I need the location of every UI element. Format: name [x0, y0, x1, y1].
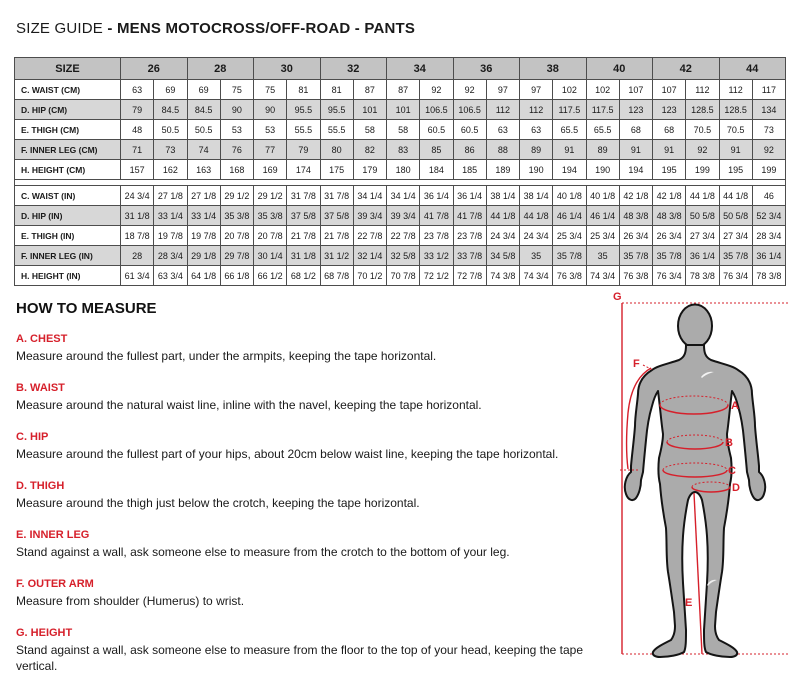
- diagram-label-f: F: [633, 358, 640, 370]
- value-cell: 34 1/4: [353, 186, 386, 206]
- page-title-bold: - MENS MOTOCROSS/OFF-ROAD - PANTS: [107, 20, 416, 37]
- table-row: [15, 80, 786, 100]
- value-cell: 40 1/8: [586, 186, 619, 206]
- measure-item-text: Measure around the fullest part of your hips, about 20cm below waist line, keeping the tape horizontal.: [16, 447, 559, 461]
- value-cell: 92: [453, 80, 486, 100]
- value-cell: 20 7/8: [254, 226, 287, 246]
- value-cell: 29 1/2: [254, 186, 287, 206]
- value-cell: 27 3/4: [686, 226, 719, 246]
- value-cell: 48 3/8: [653, 206, 686, 226]
- value-cell: 50.5: [154, 120, 187, 140]
- value-cell: 123: [619, 100, 652, 120]
- value-cell: 27 3/4: [719, 226, 752, 246]
- value-cell: 31 1/8: [287, 246, 320, 266]
- value-cell: 34 5/8: [486, 246, 519, 266]
- table-row: [15, 246, 786, 266]
- value-cell: 91: [553, 140, 586, 160]
- value-cell: 101: [387, 100, 420, 120]
- value-cell: 70.5: [686, 120, 719, 140]
- row-label: D. HIP (CM): [15, 100, 121, 120]
- size-column-header: 38: [520, 58, 587, 80]
- measure-item-label: G. HEIGHT: [16, 627, 73, 639]
- value-cell: 44 1/8: [520, 206, 553, 226]
- value-cell: 184: [420, 160, 453, 180]
- value-cell: 162: [154, 160, 187, 180]
- value-cell: 36 1/4: [453, 186, 486, 206]
- figure-silhouette: [625, 305, 765, 658]
- value-cell: 91: [653, 140, 686, 160]
- value-cell: 28 3/4: [154, 246, 187, 266]
- value-cell: 24 3/4: [121, 186, 154, 206]
- row-label: F. INNER LEG (IN): [15, 246, 121, 266]
- value-cell: 18 7/8: [121, 226, 154, 246]
- value-cell: 70 7/8: [387, 266, 420, 286]
- measure-item: [16, 333, 601, 364]
- value-cell: 72 7/8: [453, 266, 486, 286]
- measure-item-text: Stand against a wall, ask someone else to measure from the crotch to the bottom of your leg.: [16, 545, 510, 559]
- value-cell: 70 1/2: [353, 266, 386, 286]
- value-cell: 66 1/8: [220, 266, 253, 286]
- figure-head: [678, 305, 712, 348]
- value-cell: 33 1/4: [187, 206, 220, 226]
- value-cell: 63: [486, 120, 519, 140]
- value-cell: 65.5: [553, 120, 586, 140]
- value-cell: 168: [220, 160, 253, 180]
- value-cell: 42 1/8: [619, 186, 652, 206]
- value-cell: 169: [254, 160, 287, 180]
- value-cell: 80: [320, 140, 353, 160]
- value-cell: 23 7/8: [453, 226, 486, 246]
- value-cell: 91: [719, 140, 752, 160]
- value-cell: 74 3/4: [586, 266, 619, 286]
- value-cell: 76 3/8: [553, 266, 586, 286]
- value-cell: 117.5: [553, 100, 586, 120]
- value-cell: 87: [387, 80, 420, 100]
- value-cell: 33 1/4: [154, 206, 187, 226]
- value-cell: 74 3/4: [520, 266, 553, 286]
- value-cell: 95.5: [320, 100, 353, 120]
- value-cell: 78 3/8: [752, 266, 785, 286]
- value-cell: 84.5: [154, 100, 187, 120]
- value-cell: 179: [353, 160, 386, 180]
- measure-item: [16, 529, 601, 560]
- measure-item: [16, 431, 601, 462]
- value-cell: 22 7/8: [353, 226, 386, 246]
- size-column-header: 32: [320, 58, 387, 80]
- value-cell: 68 7/8: [320, 266, 353, 286]
- value-cell: 35 7/8: [553, 246, 586, 266]
- value-cell: 190: [520, 160, 553, 180]
- value-cell: 112: [686, 80, 719, 100]
- value-cell: 60.5: [420, 120, 453, 140]
- size-column-header: 40: [586, 58, 653, 80]
- value-cell: 38 1/4: [486, 186, 519, 206]
- value-cell: 20 7/8: [220, 226, 253, 246]
- value-cell: 174: [287, 160, 320, 180]
- value-cell: 101: [353, 100, 386, 120]
- value-cell: 46: [752, 186, 785, 206]
- value-cell: 37 5/8: [320, 206, 353, 226]
- value-cell: 91: [619, 140, 652, 160]
- value-cell: 123: [653, 100, 686, 120]
- value-cell: 42 1/8: [653, 186, 686, 206]
- value-cell: 25 3/4: [553, 226, 586, 246]
- value-cell: 35: [586, 246, 619, 266]
- value-cell: 90: [220, 100, 253, 120]
- table-row: [15, 186, 786, 206]
- size-column-header: 26: [121, 58, 188, 80]
- size-column-header: 30: [254, 58, 321, 80]
- measure-item-label: F. OUTER ARM: [16, 578, 94, 590]
- value-cell: 27 1/8: [187, 186, 220, 206]
- value-cell: 79: [287, 140, 320, 160]
- value-cell: 106.5: [453, 100, 486, 120]
- value-cell: 26 3/4: [653, 226, 686, 246]
- page-title-regular: SIZE GUIDE: [16, 20, 104, 37]
- value-cell: 44 1/8: [686, 186, 719, 206]
- value-cell: 44 1/8: [719, 186, 752, 206]
- value-cell: 35 7/8: [619, 246, 652, 266]
- value-cell: 63: [520, 120, 553, 140]
- table-row: [15, 266, 786, 286]
- value-cell: 36 1/4: [420, 186, 453, 206]
- value-cell: 106.5: [420, 100, 453, 120]
- value-cell: 46 1/4: [586, 206, 619, 226]
- size-column-header: 44: [719, 58, 786, 80]
- value-cell: 19 7/8: [154, 226, 187, 246]
- inner-leg-line-e: [694, 493, 702, 654]
- value-cell: 175: [320, 160, 353, 180]
- value-cell: 199: [686, 160, 719, 180]
- measure-item-label: C. HIP: [16, 431, 49, 443]
- value-cell: 82: [353, 140, 386, 160]
- size-column-header: 36: [453, 58, 520, 80]
- value-cell: 24 3/4: [520, 226, 553, 246]
- value-cell: 32 5/8: [387, 246, 420, 266]
- value-cell: 92: [752, 140, 785, 160]
- value-cell: 28 3/4: [752, 226, 785, 246]
- measure-item-label: D. THIGH: [16, 480, 65, 492]
- value-cell: 33 1/2: [420, 246, 453, 266]
- value-cell: 71: [121, 140, 154, 160]
- value-cell: 83: [387, 140, 420, 160]
- size-column-header: 34: [387, 58, 454, 80]
- value-cell: 68: [653, 120, 686, 140]
- value-cell: 35 7/8: [719, 246, 752, 266]
- value-cell: 31 7/8: [287, 186, 320, 206]
- value-cell: 195: [653, 160, 686, 180]
- value-cell: 30 1/4: [254, 246, 287, 266]
- row-label: C. WAIST (IN): [15, 186, 121, 206]
- value-cell: 31 7/8: [320, 186, 353, 206]
- value-cell: 97: [520, 80, 553, 100]
- value-cell: 95.5: [287, 100, 320, 120]
- value-cell: 76: [220, 140, 253, 160]
- value-cell: 85: [420, 140, 453, 160]
- value-cell: 117.5: [586, 100, 619, 120]
- page-title: [16, 20, 415, 37]
- value-cell: 29 7/8: [220, 246, 253, 266]
- measure-item-text: Measure around the thigh just below the crotch, keeping the tape horizontal.: [16, 496, 420, 510]
- table-row: [15, 140, 786, 160]
- value-cell: 76 3/4: [719, 266, 752, 286]
- size-table-corner-label: SIZE: [15, 58, 121, 80]
- value-cell: 112: [486, 100, 519, 120]
- diagram-label-e: E: [685, 597, 693, 609]
- measure-item: [16, 382, 601, 413]
- measure-item: [16, 627, 601, 674]
- value-cell: 163: [187, 160, 220, 180]
- value-cell: 31 1/2: [320, 246, 353, 266]
- measure-item-text: Measure from shoulder (Humerus) to wrist.: [16, 594, 245, 608]
- value-cell: 46 1/4: [553, 206, 586, 226]
- value-cell: 29 1/8: [187, 246, 220, 266]
- value-cell: 61 3/4: [121, 266, 154, 286]
- value-cell: 34 1/4: [387, 186, 420, 206]
- table-row: [15, 100, 786, 120]
- value-cell: 55.5: [287, 120, 320, 140]
- value-cell: 194: [553, 160, 586, 180]
- table-row: [15, 226, 786, 246]
- value-cell: 199: [752, 160, 785, 180]
- value-cell: 39 3/4: [387, 206, 420, 226]
- row-label: E. THIGH (CM): [15, 120, 121, 140]
- value-cell: 19 7/8: [187, 226, 220, 246]
- value-cell: 90: [254, 100, 287, 120]
- value-cell: 50 5/8: [719, 206, 752, 226]
- row-label: C. WAIST (CM): [15, 80, 121, 100]
- value-cell: 24 3/4: [486, 226, 519, 246]
- measure-item-text: Stand against a wall, ask someone else to measure from the floor to the top of your head, keeping the tape vertical.: [16, 643, 584, 673]
- value-cell: 41 7/8: [420, 206, 453, 226]
- value-cell: 72 1/2: [420, 266, 453, 286]
- measure-item-label: A. CHEST: [16, 333, 68, 345]
- value-cell: 28: [121, 246, 154, 266]
- value-cell: 107: [653, 80, 686, 100]
- value-cell: 32 1/4: [353, 246, 386, 266]
- value-cell: 81: [320, 80, 353, 100]
- header-row: [15, 58, 786, 80]
- value-cell: 50.5: [187, 120, 220, 140]
- value-cell: 88: [486, 140, 519, 160]
- value-cell: 23 7/8: [420, 226, 453, 246]
- value-cell: 27 1/8: [154, 186, 187, 206]
- value-cell: 75: [220, 80, 253, 100]
- table-row: [15, 160, 786, 180]
- value-cell: 112: [719, 80, 752, 100]
- value-cell: 29 1/2: [220, 186, 253, 206]
- table-row: [15, 120, 786, 140]
- value-cell: 76 3/8: [619, 266, 652, 286]
- value-cell: 41 7/8: [453, 206, 486, 226]
- value-cell: 64 1/8: [187, 266, 220, 286]
- value-cell: 58: [387, 120, 420, 140]
- row-label: E. THIGH (IN): [15, 226, 121, 246]
- how-to-measure-section: [16, 300, 601, 692]
- value-cell: 36 1/4: [752, 246, 785, 266]
- value-cell: 21 7/8: [287, 226, 320, 246]
- size-column-header: 28: [187, 58, 254, 80]
- value-cell: 117: [752, 80, 785, 100]
- value-cell: 92: [686, 140, 719, 160]
- value-cell: 157: [121, 160, 154, 180]
- value-cell: 73: [154, 140, 187, 160]
- value-cell: 68 1/2: [287, 266, 320, 286]
- value-cell: 31 1/8: [121, 206, 154, 226]
- size-table: [14, 57, 786, 286]
- value-cell: 38 1/4: [520, 186, 553, 206]
- value-cell: 75: [254, 80, 287, 100]
- body-diagram: [605, 288, 795, 673]
- value-cell: 134: [752, 100, 785, 120]
- row-label: H. HEIGHT (CM): [15, 160, 121, 180]
- value-cell: 102: [553, 80, 586, 100]
- value-cell: 35 3/8: [254, 206, 287, 226]
- value-cell: 63 3/4: [154, 266, 187, 286]
- diagram-label-a: A: [731, 400, 739, 412]
- how-to-measure-heading: HOW TO MEASURE: [16, 300, 157, 317]
- value-cell: 70.5: [719, 120, 752, 140]
- value-cell: 50 5/8: [686, 206, 719, 226]
- value-cell: 180: [387, 160, 420, 180]
- value-cell: 92: [420, 80, 453, 100]
- diagram-label-d: D: [732, 482, 740, 494]
- value-cell: 39 3/4: [353, 206, 386, 226]
- value-cell: 63: [121, 80, 154, 100]
- value-cell: 128.5: [686, 100, 719, 120]
- value-cell: 53: [254, 120, 287, 140]
- value-cell: 60.5: [453, 120, 486, 140]
- measure-item-text: Measure around the natural waist line, inline with the navel, keeping the tape horizontal.: [16, 398, 482, 412]
- value-cell: 190: [586, 160, 619, 180]
- value-cell: 35 3/8: [220, 206, 253, 226]
- value-cell: 68: [619, 120, 652, 140]
- value-cell: 77: [254, 140, 287, 160]
- value-cell: 189: [486, 160, 519, 180]
- value-cell: 76 3/4: [653, 266, 686, 286]
- value-cell: 194: [619, 160, 652, 180]
- diagram-label-b: B: [725, 437, 733, 449]
- value-cell: 53: [220, 120, 253, 140]
- value-cell: 112: [520, 100, 553, 120]
- measure-item: [16, 480, 601, 511]
- measure-item-text: Measure around the fullest part, under the armpits, keeping the tape horizontal.: [16, 349, 437, 363]
- value-cell: 81: [287, 80, 320, 100]
- row-label: F. INNER LEG (CM): [15, 140, 121, 160]
- value-cell: 78 3/8: [686, 266, 719, 286]
- value-cell: 87: [353, 80, 386, 100]
- value-cell: 25 3/4: [586, 226, 619, 246]
- value-cell: 195: [719, 160, 752, 180]
- value-cell: 128.5: [719, 100, 752, 120]
- value-cell: 107: [619, 80, 652, 100]
- diagram-label-c: C: [728, 465, 736, 477]
- value-cell: 65.5: [586, 120, 619, 140]
- value-cell: 79: [121, 100, 154, 120]
- measure-item-label: B. WAIST: [16, 382, 65, 394]
- value-cell: 26 3/4: [619, 226, 652, 246]
- value-cell: 89: [520, 140, 553, 160]
- value-cell: 102: [586, 80, 619, 100]
- value-cell: 48: [121, 120, 154, 140]
- value-cell: 69: [154, 80, 187, 100]
- value-cell: 48 3/8: [619, 206, 652, 226]
- measure-item-label: E. INNER LEG: [16, 529, 90, 541]
- value-cell: 52 3/4: [752, 206, 785, 226]
- value-cell: 185: [453, 160, 486, 180]
- size-table-header: [15, 58, 786, 80]
- value-cell: 66 1/2: [254, 266, 287, 286]
- value-cell: 36 1/4: [686, 246, 719, 266]
- value-cell: 73: [752, 120, 785, 140]
- value-cell: 89: [586, 140, 619, 160]
- value-cell: 21 7/8: [320, 226, 353, 246]
- value-cell: 69: [187, 80, 220, 100]
- value-cell: 40 1/8: [553, 186, 586, 206]
- value-cell: 74: [187, 140, 220, 160]
- row-label: D. HIP (IN): [15, 206, 121, 226]
- value-cell: 37 5/8: [287, 206, 320, 226]
- row-label: H. HEIGHT (IN): [15, 266, 121, 286]
- value-cell: 44 1/8: [486, 206, 519, 226]
- value-cell: 84.5: [187, 100, 220, 120]
- value-cell: 35 7/8: [653, 246, 686, 266]
- value-cell: 86: [453, 140, 486, 160]
- value-cell: 74 3/8: [486, 266, 519, 286]
- value-cell: 33 7/8: [453, 246, 486, 266]
- table-row: [15, 206, 786, 226]
- size-column-header: 42: [653, 58, 720, 80]
- value-cell: 97: [486, 80, 519, 100]
- value-cell: 35: [520, 246, 553, 266]
- value-cell: 58: [353, 120, 386, 140]
- diagram-label-g: G: [613, 291, 622, 303]
- value-cell: 22 7/8: [387, 226, 420, 246]
- value-cell: 55.5: [320, 120, 353, 140]
- measure-item: [16, 578, 601, 609]
